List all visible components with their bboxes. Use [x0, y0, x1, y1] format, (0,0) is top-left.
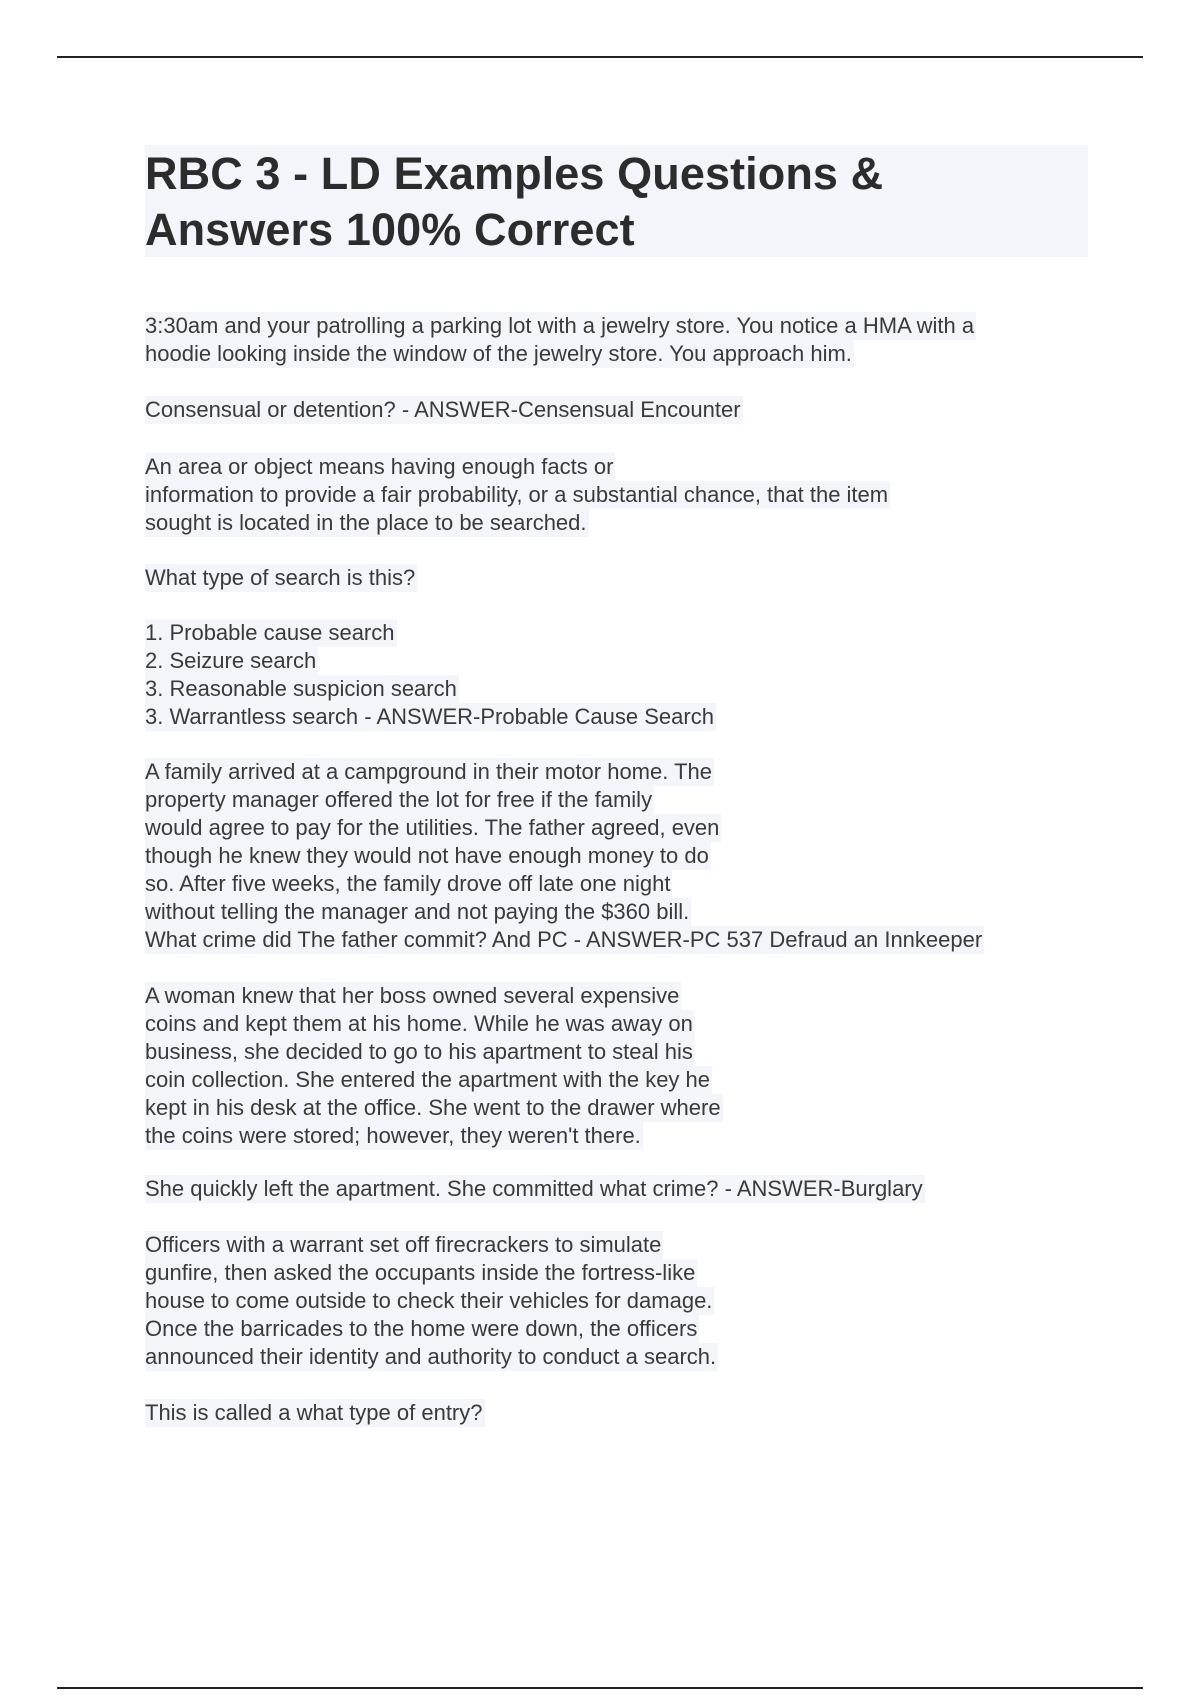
text-line: business, she decided to go to his apartment to steal his — [145, 1039, 693, 1064]
list-item: 3. Warrantless search - ANSWER-Probable Cause Search — [145, 704, 714, 729]
text-line: though he knew they would not have enough money to do — [145, 843, 709, 868]
text-line: hoodie looking inside the window of the jewelry store. You approach him. — [145, 341, 852, 366]
text-line: Officers with a warrant set off firecrackers to simulate — [145, 1232, 662, 1257]
top-rule — [57, 56, 1143, 58]
list-item: 3. Reasonable suspicion search — [145, 676, 457, 701]
text-line: What crime did The father commit? And PC - ANSWER-PC 537 Defraud an Innkeeper — [145, 927, 983, 952]
text-line: coins and kept them at his home. While he was away on — [145, 1011, 693, 1036]
text-line: A family arrived at a campground in their motor home. The — [145, 759, 712, 784]
list-item: 2. Seizure search — [145, 648, 317, 673]
paragraph-search-question — [145, 564, 417, 592]
paragraph-scenario-patrol — [145, 312, 976, 368]
text-line: 3:30am and your patrolling a parking lot with a jewelry store. You notice a HMA with a — [145, 313, 975, 338]
text-line: This is called a what type of entry? — [145, 1400, 483, 1425]
paragraph-answer-burglary — [145, 1175, 925, 1203]
text-line: Consensual or detention? - ANSWER-Censensual Encounter — [145, 397, 741, 422]
text-line: would agree to pay for the utilities. The father agreed, even — [145, 815, 720, 840]
text-line: the coins were stored; however, they weren't there. — [145, 1123, 641, 1148]
paragraph-coins-scenario — [145, 982, 723, 1150]
paragraph-search-options — [145, 619, 716, 731]
text-line: She quickly left the apartment. She committed what crime? - ANSWER-Burglary — [145, 1176, 923, 1201]
text-line: announced their identity and authority to conduct a search. — [145, 1344, 717, 1369]
paragraph-answer-consensual — [145, 396, 743, 424]
text-line: without telling the manager and not paying the $360 bill. — [145, 899, 690, 924]
paragraph-search-definition — [145, 453, 890, 537]
text-line: A woman knew that her boss owned several expensive — [145, 983, 680, 1008]
paragraph-entry-question — [145, 1399, 485, 1427]
text-line: gunfire, then asked the occupants inside the fortress-like — [145, 1260, 696, 1285]
text-line: house to come outside to check their vehicles for damage. — [145, 1288, 713, 1313]
title-line-2: Answers 100% Correct — [145, 204, 635, 255]
text-line: What type of search is this? — [145, 565, 416, 590]
text-line: sought is located in the place to be searched. — [145, 510, 587, 535]
list-item: 1. Probable cause search — [145, 620, 395, 645]
text-line: information to provide a fair probability, or a substantial chance, that the item — [145, 482, 889, 507]
paragraph-campground-scenario — [145, 758, 984, 954]
text-line: coin collection. She entered the apartment with the key he — [145, 1067, 711, 1092]
text-line: kept in his desk at the office. She went to the drawer where — [145, 1095, 721, 1120]
document-title — [145, 146, 1088, 258]
text-line: so. After five weeks, the family drove off late one night — [145, 871, 671, 896]
text-line: property manager offered the lot for free if the family — [145, 787, 653, 812]
title-line-1: RBC 3 - LD Examples Questions & — [145, 148, 884, 199]
paragraph-entry-scenario — [145, 1231, 718, 1371]
bottom-rule — [57, 1687, 1143, 1689]
text-line: Once the barricades to the home were down, the officers — [145, 1316, 698, 1341]
text-line: An area or object means having enough facts or — [145, 454, 614, 479]
